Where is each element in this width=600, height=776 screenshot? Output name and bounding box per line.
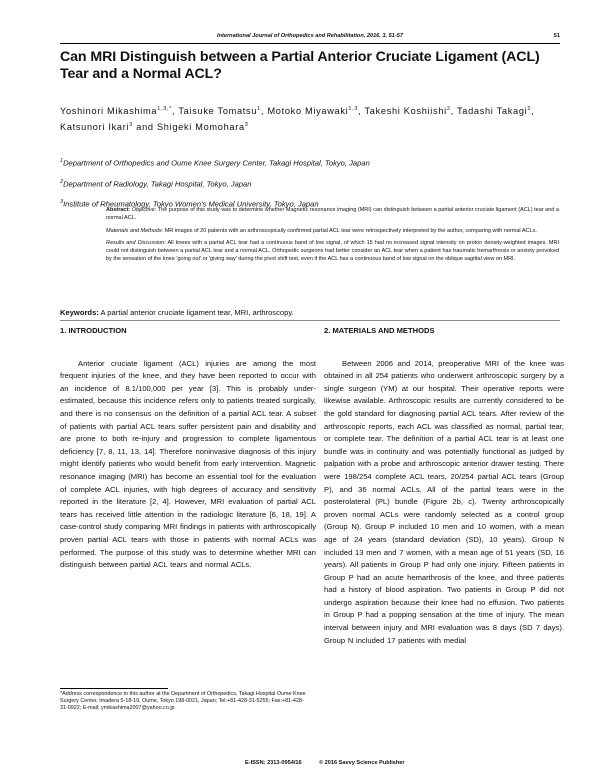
- author: Tadashi Takagi: [456, 106, 528, 117]
- affiliation-text: Department of Orthopedics and Oume Knee Surgery Center, Takagi Hospital, Tokyo, Japan: [63, 158, 370, 168]
- author: Motoko Miyawaki: [267, 106, 349, 117]
- page-number: 51: [553, 33, 560, 39]
- affiliation-text: Institute of Rheumatology, Tokyo Women's Medical University, Tokyo, Japan: [63, 199, 319, 209]
- methods-text: MR images of 20 patients with an arthroscopically confirmed partial ACL tear were retrospectively interpreted by the author, comparing with normal ACLs.: [164, 227, 537, 234]
- author-affiliation-sup: 1,3: [348, 106, 359, 112]
- affiliation: [60, 152, 560, 173]
- keywords-rule: [60, 320, 560, 321]
- objective-label: Objective:: [131, 207, 157, 213]
- methods-heading: 2. MATERIALS AND METHODS: [324, 326, 435, 335]
- abstract-objective: [106, 207, 559, 223]
- introduction-text: Anterior cruciate ligament (ACL) injuries are among the most frequent injuries of the knee, and they have been reported to occur with an incidence of 8.1/100,000 per year [3]. This is probably under-estimated, because this incidence refers only to patients treated surgically, and there is no consensus on the definition of a partial ACL tear. A subset of patients with partial ACL tears suffer persistent pain and disability and are prone to both re-injury and progression to complete ligamentous deficiency [7, 8, 11, 13, 14]. Therefore noninvasive diagnosis of this injury might identify patients who would benefit from early intervention. Magnetic resonance imaging (MRI) has become an essential tool for the evaluation of complete ACL injuries, with high degrees of accuracy and sensitivity reported in the literature [2, 4]. However, MRI evaluation of partial ACL tears has received little attention in the radiologic literature [6, 18, 19]. A case-control study comparing MRI findings in patients with arthroscopically proven partial ACL tears with those in patients with normal ACLs was performed. The purpose of this study was to determine whether MRI can distinguish between partial ACL tears and normal ACLs.: [60, 358, 316, 570]
- keywords-label: Keywords:: [60, 308, 99, 317]
- footnote-rule: [60, 688, 168, 689]
- objective-text: The purpose of this study was to determine whether Magnetic resonance imaging (MRI) can distinguish between a partial anterior cruciate ligament (ACL) tear and a normal ACL.: [106, 207, 559, 221]
- author-affiliation-sup: 2: [527, 106, 532, 112]
- abstract: [106, 207, 559, 269]
- author: Yoshinori Mikashima: [60, 106, 158, 117]
- results-text: All knees with a partial ACL tear had a continuous band of low signal, of which 15 had no increased signal intensity on proton density-weighted images. MRI could not distinguish between a partial ACL tear and a normal ACL. Orthopedic surgeons had better consider an ACL tear when a patient has traumatic hemarthrosis or anxiety provoked by the sensation of the knee 'going out' or 'giving way' during the pivot shift test, even if the ACL has a continuous band of low signal on the oblique sagittal view on MRI.: [106, 240, 559, 262]
- introduction-column: [60, 325, 316, 572]
- keywords-text: A partial anterior cruciate ligament tear, MRI, arthroscopy.: [100, 308, 294, 317]
- footer-publisher: © 2016 Savvy Science Publisher: [319, 760, 405, 766]
- affiliation-text: Department of Radiology, Takagi Hospital, Tokyo, Japan: [63, 179, 252, 189]
- methods-label: Materials and Methods:: [106, 227, 164, 234]
- abstract-methods: [106, 228, 559, 236]
- abstract-results: [106, 240, 559, 263]
- footer-issn: E-ISSN: 2313-0954/16: [245, 760, 302, 766]
- affiliation-sup: 1: [60, 158, 64, 164]
- author-conjunction: and: [136, 121, 154, 132]
- abstract-label: Abstract:: [106, 207, 131, 213]
- affiliation-sup: 2: [60, 178, 64, 185]
- author-affiliation-sup: 3: [244, 121, 249, 128]
- author-affiliation-sup: 1: [257, 106, 261, 112]
- author: Katsunori Ikari: [60, 121, 130, 132]
- affiliation-list: [60, 152, 560, 214]
- methods-column: [324, 325, 564, 647]
- methods-text: Between 2006 and 2014, preoperative MRI of the knee was obtained in all 254 patients who underwent arthroscopic surgery by a single surgeon (YM) at our hospital. Their operative reports were likewise available. Arthroscopic results are currently considered to be the gold standard for diagnosing partial ACL tears. After review of the arthroscopic reports, each ACL was classified as normal, partial tear, or complete tear. The definition of a partial ACL tear is at least one bundle was in continuity and was potentially functional as judged by palpation with a probe and arthroscopic anterior drawer testing. There were 198/254 complete ACL tears, 20/254 partial ACL tears (Group P), and 36 normal ACLs. All of the partial tears were in the posterolateral (PL) bundle (Figure 2b, c). Twenty arthroscopically proven normal ACLs were randomly selected as a control group (Group N). Group P included 10 men and 10 women, with a mean age of 24 years (standard deviation (SD), 10 years). Group N included 13 men and 7 women, with a mean age of 51 years (SD, 16 years). All patients in Group P had only one injury. Fifteen patients in Group P had an acute hemarthrosis of the knee, and three patients had a history of blood aspiration. Two patients in Group P did not undergo aspiration because their knee had no effusion. Two patients in Group P had a popping sensation at the time of injury. The mean interval between injury and MRI evaluation was 8 days (SD 7 days). Group N included 17 patients with medial: [324, 358, 564, 645]
- author: Shigeki Momohara: [156, 121, 245, 132]
- affiliation-sup: 3: [60, 199, 64, 206]
- correspondence-footnote: *Address correspondence to this author at the Department of Orthopedics, Takagi Hospital Oume Knee Surgery Center, Imadera 5-18-19, Oume, Tokyo 198-0021, Japan; Tel:+81-428-31-5255; Fax:+81-428-31-0922; E-mail: ymikashima2007@yahoo.co.jp: [60, 691, 306, 712]
- article-title: Can MRI Distinguish between a Partial Anterior Cruciate Ligament (ACL) Tear and a Normal ACL?: [60, 49, 540, 82]
- results-label: Results and Discussion:: [106, 240, 166, 247]
- journal-citation: International Journal of Orthopedics and Rehabilitation, 2016, 3, 51-57: [217, 33, 403, 39]
- affiliation: [60, 173, 560, 194]
- header-rule: [60, 43, 560, 44]
- author: Taisuke Tomatsu: [178, 106, 258, 117]
- running-header: [60, 33, 560, 39]
- author-affiliation-sup: 1,3,*: [157, 106, 173, 112]
- introduction-heading: 1. INTRODUCTION: [60, 326, 127, 335]
- author-list: Yoshinori Mikashima$^{1,3,*}$, Taisuke Tomatsu$^1$, Motoko Miyawaki$^{1,3}$, Takeshi Koshiishi$^2$, Tadashi Takagi$^2$, Katsunori Ikari$^3$ and Shigeki Momohara$^3$: [60, 106, 535, 132]
- author-affiliation-sup: 2: [446, 106, 451, 112]
- keywords: [60, 308, 560, 317]
- author-affiliation-sup: 3: [129, 121, 133, 128]
- author: Takeshi Koshiishi: [364, 106, 447, 117]
